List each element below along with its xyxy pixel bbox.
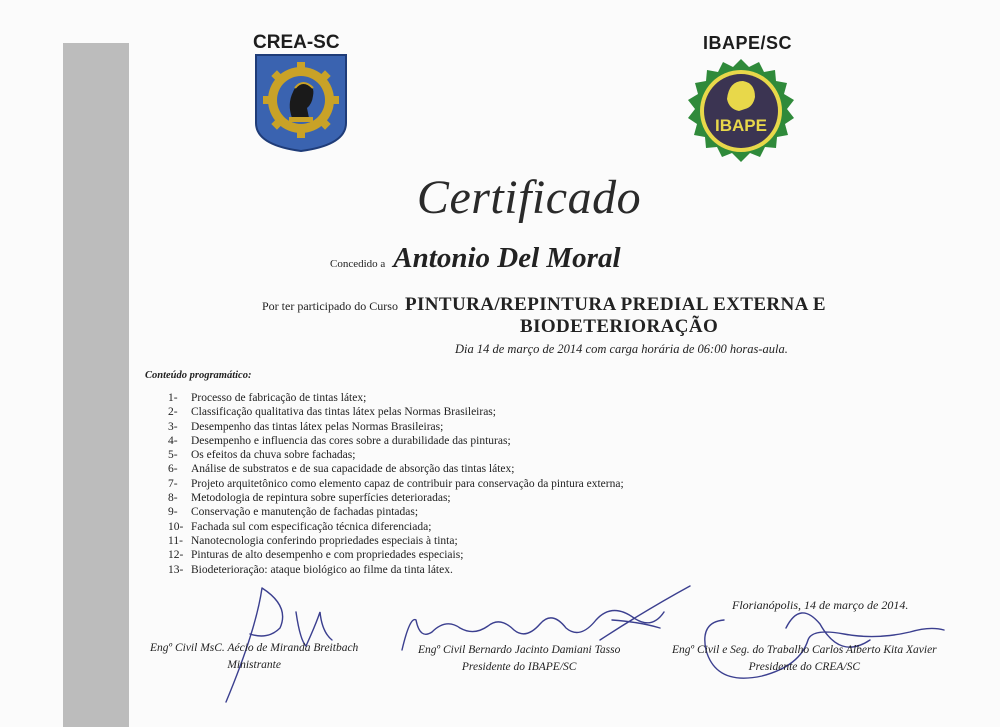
list-item: [168, 405, 624, 419]
signature-name: Engº Civil e Seg. do Trabalho Carlos Alberto Kita Xavier: [672, 644, 937, 656]
signature-role: Ministrante: [227, 659, 281, 671]
topic-text: Biodeterioração: ataque biológico ao filme da tinta látex.: [191, 563, 453, 576]
place-date: Florianópolis, 14 de março de 2014.: [732, 598, 909, 612]
list-item: [168, 534, 624, 548]
list-item: [168, 448, 624, 462]
topic-number: 11-: [168, 534, 183, 547]
topic-text: Projeto arquitetônico como elemento capaz de contribuir para conservação da pintura externa;: [191, 477, 624, 490]
topic-number: 1-: [168, 392, 178, 404]
signature-block-instructor: [150, 640, 358, 674]
topic-text: Desempenho das tintas látex pelas Normas Brasileiras;: [191, 420, 444, 433]
topic-text: Análise de substratos e de sua capacidade de absorção das tintas látex;: [191, 463, 515, 476]
topic-text: Classificação qualitativa das tintas látex pelas Normas Brasileiras;: [191, 406, 496, 419]
list-item: [168, 491, 624, 505]
recipient-name: Antonio Del Moral: [393, 242, 621, 274]
topic-text: Conservação e manutenção de fachadas pintadas;: [191, 506, 419, 519]
topic-text: Processo de fabricação de tintas látex;: [191, 392, 367, 404]
topic-text: Os efeitos da chuva sobre fachadas;: [191, 449, 356, 462]
list-item: [168, 434, 624, 448]
list-item: [168, 462, 624, 476]
list-item: [168, 391, 624, 405]
course-label: Por ter participado do Curso: [262, 299, 398, 313]
list-item: [168, 505, 624, 519]
topic-number: 12-: [168, 549, 184, 562]
topic-number: 10-: [168, 520, 184, 533]
topic-number: 8-: [168, 492, 178, 505]
topic-number: 9-: [168, 506, 178, 519]
signature-name: Engº Civil MsC. Aécio de Miranda Breitbach: [150, 642, 359, 654]
topic-number: 7-: [168, 477, 178, 490]
crea-gear-seal-icon: [254, 53, 348, 153]
topic-text: Metodologia de repintura sobre superfícies deterioradas;: [191, 492, 451, 505]
list-item: [168, 520, 624, 534]
topic-text: Fachada sul com especificação técnica diferenciada;: [191, 520, 432, 533]
topic-number: 3-: [168, 420, 178, 433]
course-name-line1: PINTURA/REPINTURA PREDIAL EXTERNA E: [404, 294, 826, 315]
topic-number: 6-: [168, 463, 178, 476]
signature-name: Engº Civil Bernardo Jacinto Damiani Tasso: [418, 644, 621, 656]
signature-block-crea: [672, 642, 937, 676]
ibape-label: IBAPE/SC: [703, 33, 793, 53]
topic-text: Desempenho e influencia das cores sobre a durabilidade das pinturas;: [191, 434, 511, 447]
content-label: Conteúdo programático:: [145, 370, 252, 381]
topic-number: 4-: [168, 434, 178, 447]
course-line: [262, 294, 826, 316]
granted-label: Concedido a: [330, 258, 386, 270]
topic-number: 13-: [168, 563, 184, 576]
list-item: [168, 420, 624, 434]
signature-role: Presidente do CREA/SC: [748, 661, 861, 673]
crea-label: CREA-SC: [253, 32, 340, 53]
decorative-side-bar: [63, 43, 129, 727]
course-date-line: Dia 14 de março de 2014 com carga horária de 06:00 horas-aula.: [455, 342, 788, 356]
signature-block-ibape: [418, 642, 620, 676]
signature-role: Presidente do IBAPE/SC: [461, 661, 577, 673]
ibape-seal-text: IBAPE: [715, 116, 767, 135]
list-item: [168, 548, 624, 562]
topic-text: Nanotecnologia conferindo propriedades especiais à tinta;: [191, 534, 458, 547]
course-name-line2: BIODETERIORAÇÃO: [520, 316, 719, 337]
topics-list: [168, 391, 624, 577]
list-item: [168, 477, 624, 491]
topic-number: 5-: [168, 449, 178, 462]
ibape-green-seal-icon: [683, 57, 799, 167]
topic-number: 2-: [168, 406, 178, 419]
list-item: [168, 563, 624, 577]
granted-line: [330, 242, 621, 275]
topic-text: Pinturas de alto desempenho e com propriedades especiais;: [191, 549, 464, 562]
certificate-title: Certificado: [416, 171, 642, 224]
